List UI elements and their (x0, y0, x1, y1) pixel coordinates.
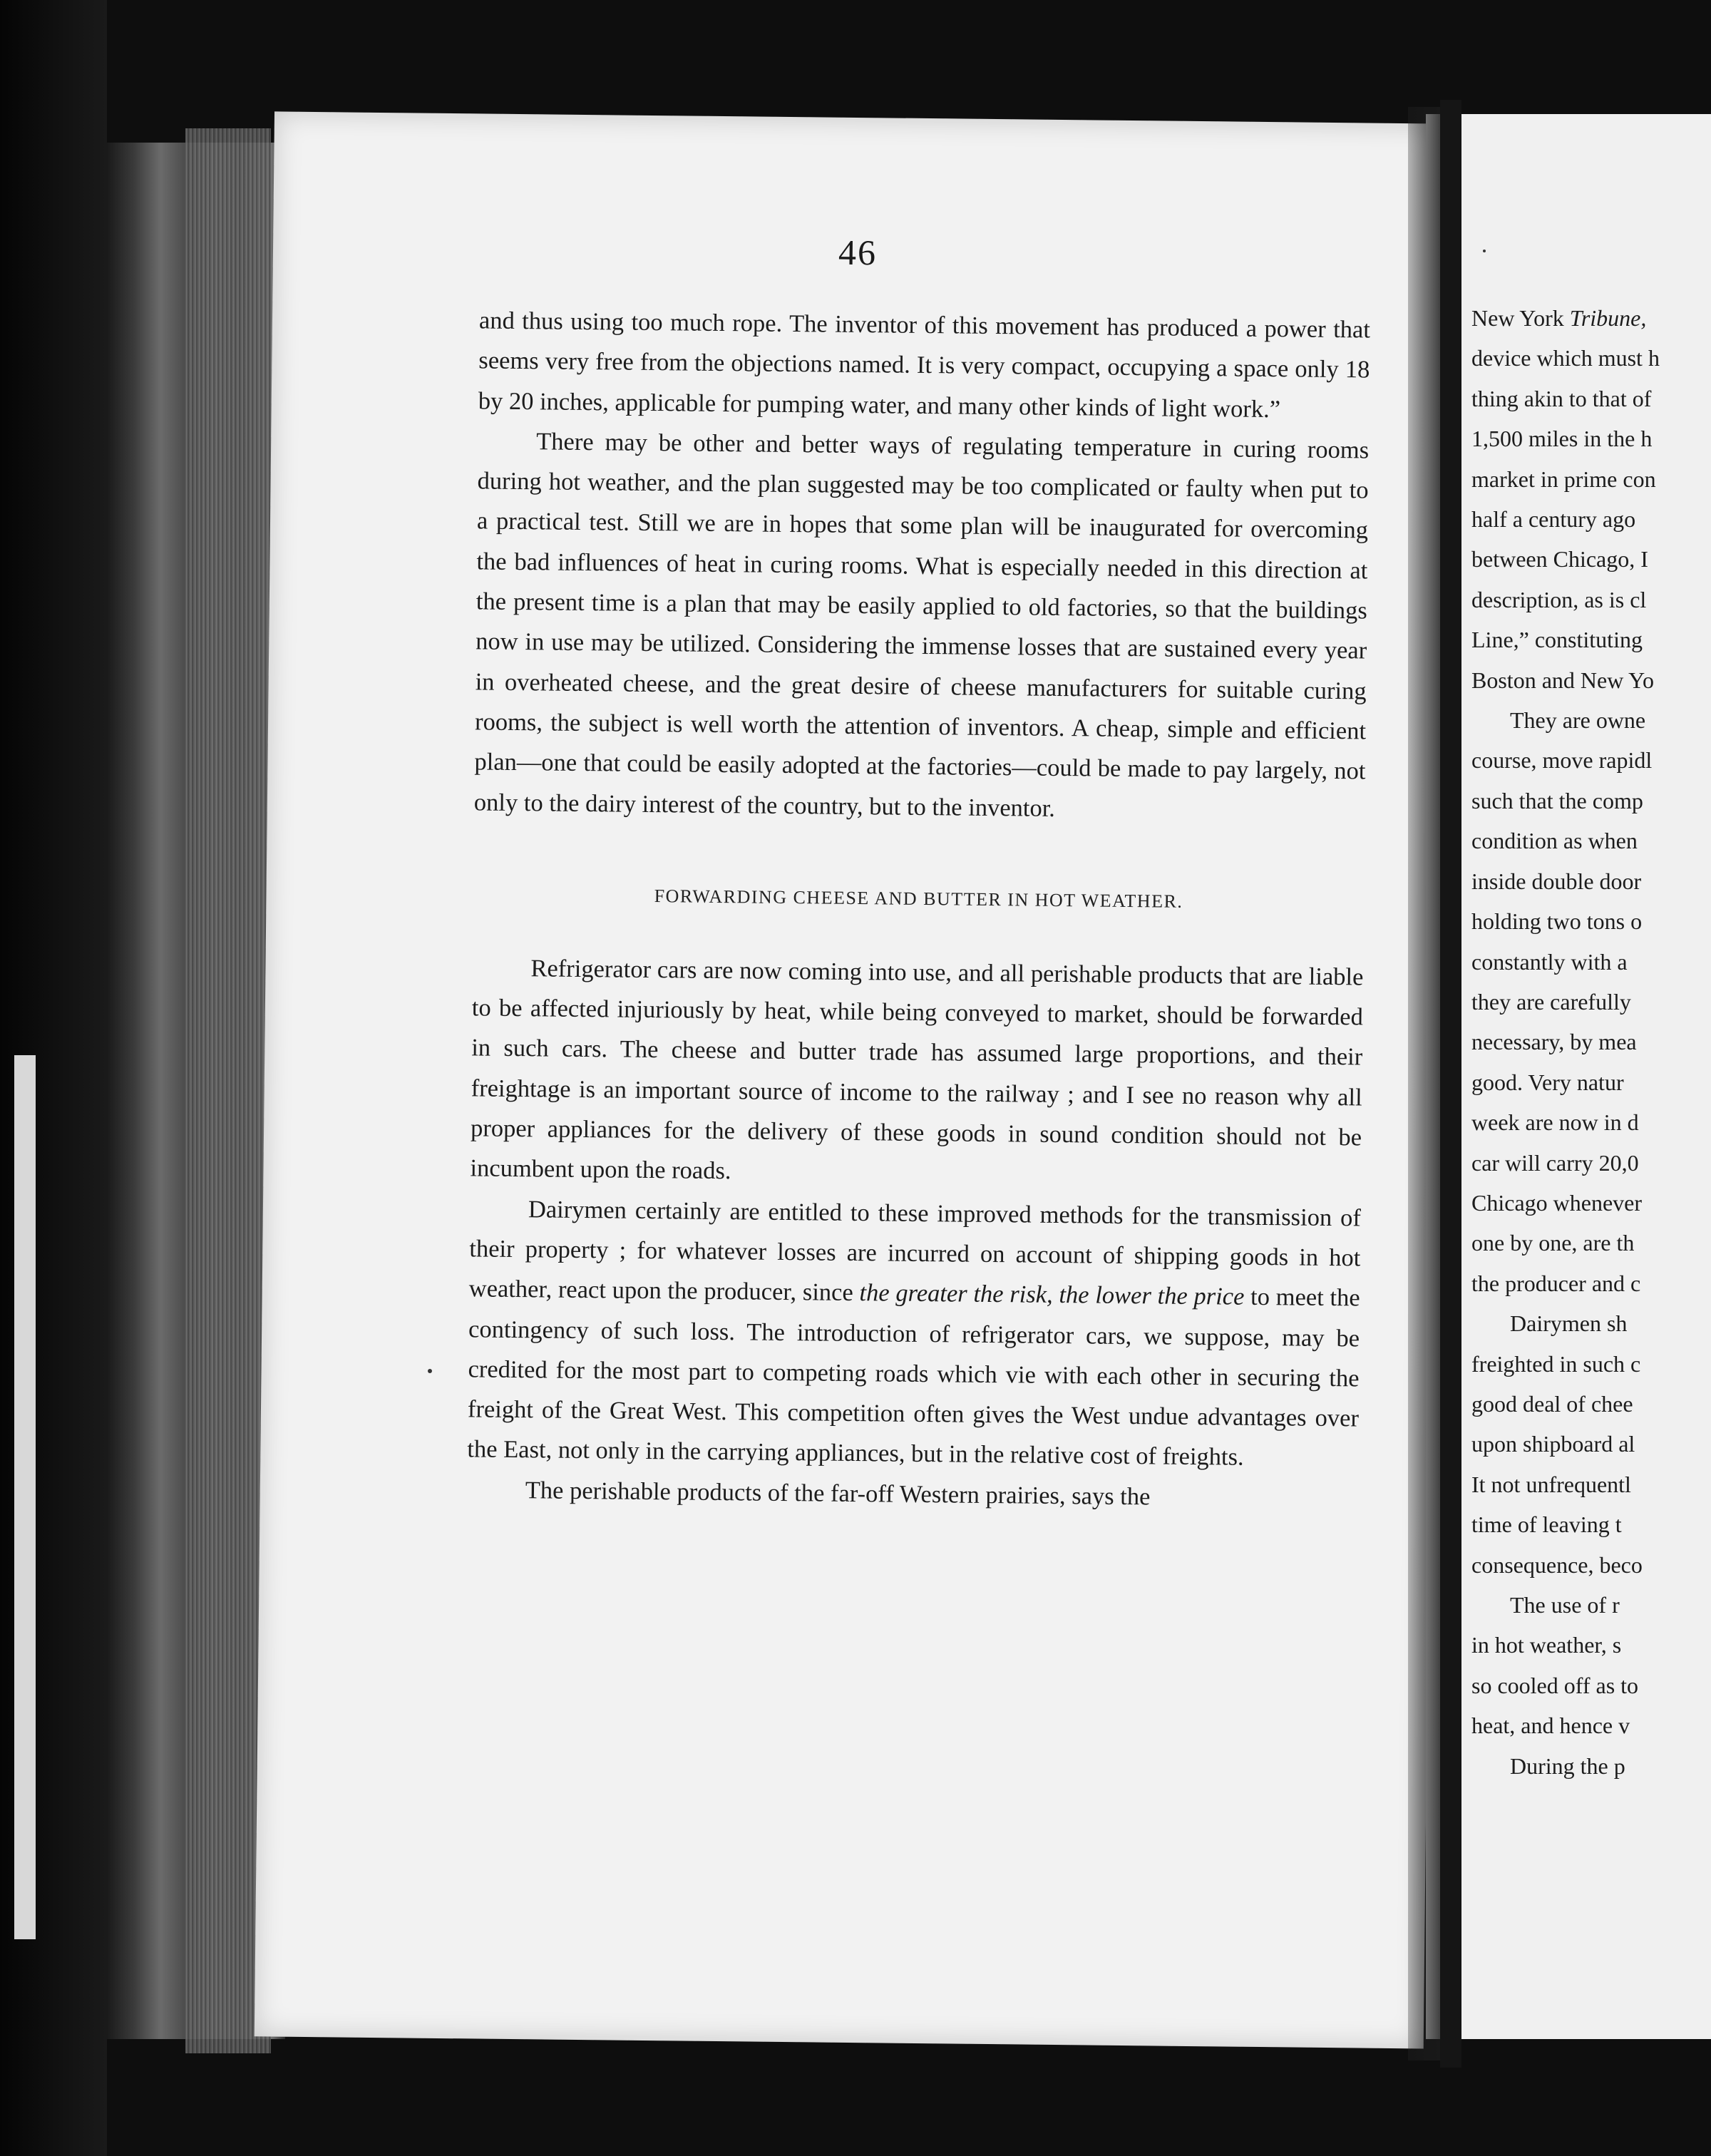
paragraph-dairymen (467, 1189, 1361, 1479)
right-line: heat, and hence v (1471, 1713, 1630, 1739)
right-line: It not unfrequentl (1471, 1471, 1631, 1497)
right-line: between Chicago, I (1471, 546, 1648, 573)
right-line: week are now in d (1471, 1109, 1639, 1136)
right-line: course, move rapidl (1471, 747, 1653, 774)
paragraph-text: to meet the contingency of such loss. The introduction of refrigerator cars, we suppose, may be credited for the most part to competing roads which vie with each other in securing the freight of the Great West. This competition often gives the West undue advantages over the East, not only in the carrying appliances, but in the relative cost of freights. (467, 1283, 1360, 1472)
right-line-text: New York (1471, 305, 1570, 331)
right-line: time of leaving t (1471, 1511, 1622, 1538)
ink-speck (428, 1369, 432, 1373)
right-line: 1,500 miles in the h (1471, 426, 1653, 452)
right-line: The use of r (1510, 1592, 1620, 1618)
right-line: good deal of chee (1471, 1390, 1633, 1417)
right-line: Line,” constituting (1471, 627, 1643, 653)
paragraph-refrigerator-cars: Refrigerator cars are now coming into use, and all perishable products that are liable to be affected injuriously by heat, while being conveyed to market, should be forwarded in such cars. The cheese and butter trade has assumed large proportions, and their freightage is an important source of income to the railway ; and I see no reason why all proper appliances for the delivery of these goods in sound condition should not be incumbent upon the roads. (470, 955, 1364, 1185)
left-page (255, 111, 1444, 2048)
right-line: Dairymen sh (1510, 1310, 1628, 1337)
right-line: Boston and New Yo (1471, 667, 1655, 693)
right-line: constantly with a (1471, 948, 1628, 975)
ink-speck (1483, 250, 1486, 252)
right-line: car will carry 20,0 (1471, 1149, 1639, 1176)
right-line: They are owne (1510, 707, 1646, 734)
page-number: 46 (838, 232, 878, 273)
paragraph-continuation: and thus using too much rope. The inventor of this movement has produced a power that seems very free from the objections named. It is very compact, occupying a space only 18 by 20 inches, applicable for pumping water, and many other kinds of light work.” (478, 307, 1371, 423)
right-line: condition as when (1471, 828, 1638, 854)
right-line: Chicago whenever (1471, 1189, 1643, 1216)
book-gutter (1440, 100, 1461, 2068)
right-page (1426, 114, 1711, 2039)
right-line: so cooled off as to (1471, 1672, 1639, 1698)
section-heading: FORWARDING CHEESE AND BUTTER IN HOT WEATHER. (654, 885, 1183, 912)
right-line: upon shipboard al (1471, 1431, 1635, 1457)
paragraph-perishable-products: The perishable products of the far-off Western prairies, says the (525, 1476, 1151, 1511)
page-body (467, 300, 1371, 1519)
paragraph-curing-rooms: There may be other and better ways of regulating temperature in curing rooms during hot weather, and the plan suggested may be too complicated or faulty when put to a practical test. Still we are in hopes that some plan will be inaugurated for overcoming the bad influences of heat in curing rooms. What is especially needed in this direction at the present time is a plan that may be easily applied to old factories, so that the buildings now in use may be utilized. Considering the immense losses that are sustained every year in overheated cheese, and the great desire of cheese manufacturers for suitable curing rooms, the subject is well worth the attention of inventors. A cheap, simple and efficient plan—one that could be easily adopted at the factories—could be made to pay largely, not only to the dairy interest of the country, but to the inventor. (473, 428, 1370, 822)
right-line: necessary, by mea (1471, 1029, 1637, 1055)
right-line: inside double door (1471, 868, 1642, 894)
paper-strip (14, 1055, 36, 1939)
right-line-italic: Tribune, (1569, 305, 1647, 331)
right-line: in hot weather, s (1471, 1632, 1622, 1658)
right-line (1471, 298, 1711, 338)
right-line: description, as is cl (1471, 586, 1647, 612)
right-line: During the p (1510, 1752, 1625, 1779)
right-line: one by one, are th (1471, 1230, 1635, 1256)
right-line: consequence, beco (1471, 1551, 1643, 1578)
right-line: device which must h (1471, 345, 1660, 371)
italic-phrase: the greater the risk, the lower the price (859, 1279, 1245, 1310)
right-line: they are carefully (1471, 988, 1631, 1015)
right-line: good. Very natur (1471, 1069, 1624, 1095)
paragraph-text: Dairymen certainly are entitled to these improved methods for the transmission of their property ; for whatever losses are incurred on account of shipping goods in hot weather, react upon the producer, since (468, 1195, 1362, 1307)
right-line: half a century ago (1471, 506, 1636, 533)
right-line: market in prime con (1471, 466, 1656, 492)
right-line: thing akin to that of (1471, 385, 1652, 411)
right-line: such that the comp (1471, 787, 1643, 813)
right-page-body (1471, 298, 1711, 1786)
right-line: freighted in such c (1471, 1350, 1641, 1377)
right-line: the producer and c (1471, 1270, 1641, 1296)
right-line: holding two tons o (1471, 908, 1643, 935)
